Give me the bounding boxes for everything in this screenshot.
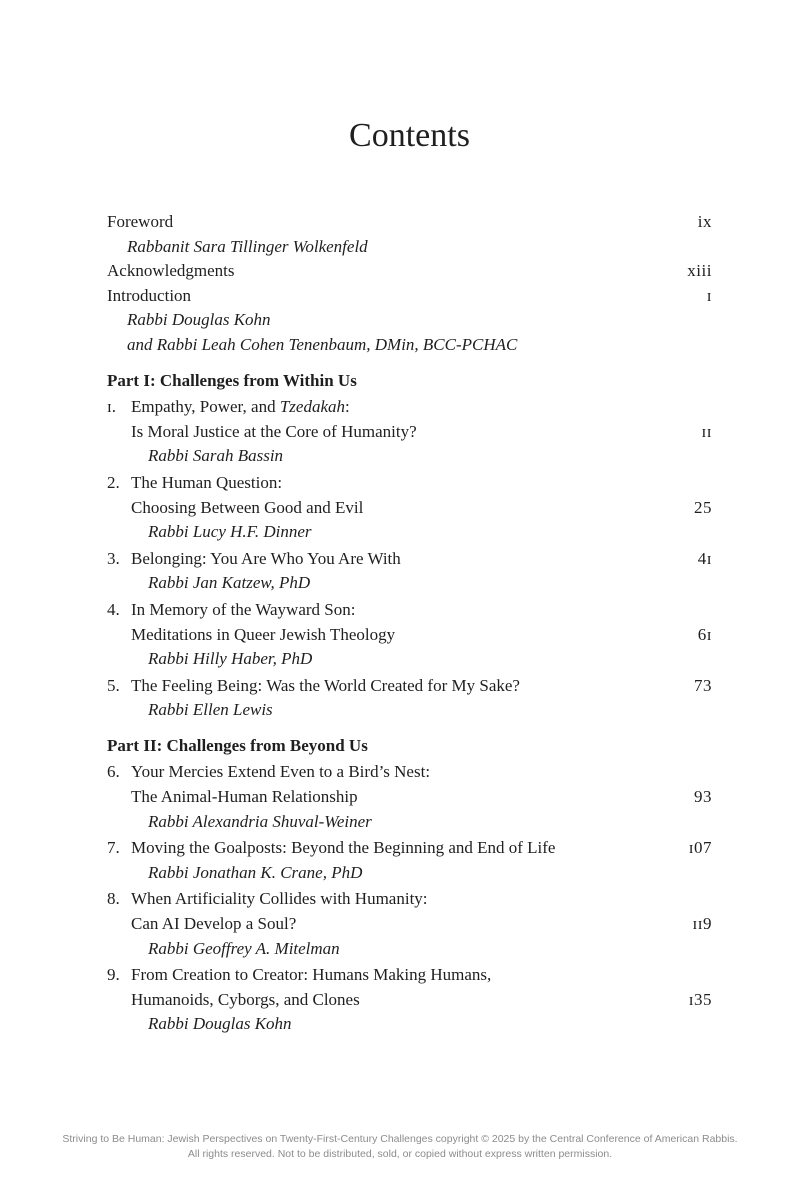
page-number: 93 [693,787,712,807]
line-text: Rabbi Douglas Kohn [127,310,271,330]
chapter-title-line [107,674,712,699]
page-number: ɪ [706,285,712,305]
page-number: ɪ35 [688,989,712,1009]
line-text: The Animal-Human Relationship [131,787,358,807]
line-text: From Creation to Creator: Humans Making Humans, [131,965,492,985]
chapter-number: 8. [107,889,120,909]
author-line [107,1012,712,1037]
line-text: Can AI Develop a Soul? [131,914,297,934]
line-text: Humanoids, Cyborgs, and Clones [131,989,360,1009]
chapter-title-line [107,963,712,988]
author-line [107,333,712,358]
line-text: In Memory of the Wayward Son: [131,599,356,619]
author-line [107,308,712,333]
chapter-title-line [107,471,712,496]
line-text: and Rabbi Leah Cohen Tenenbaum, DMin, BCC-PCHAC [127,334,518,354]
page-number: xiii [687,261,712,281]
page-number: ix [697,212,712,231]
line-text: Part II: Challenges from Beyond Us [107,735,368,755]
copyright-line-1: Striving to Be Human: Jewish Perspectives on Twenty-First-Century Challenges copyright © 2025 by the Central Conference of American Rabbis. [62,1133,738,1145]
chapter-number: 4. [107,599,120,619]
page-number: ɪɪ9 [692,914,712,934]
chapter-title-line [107,836,712,861]
part-heading [107,369,712,394]
line-text: Moving the Goalposts: Beyond the Beginning and End of Life [131,838,556,858]
line-text: Acknowledgments [107,261,235,281]
page-number: 25 [693,497,712,517]
chapter-title-continuation [107,785,712,810]
line-text: Is Moral Justice at the Core of Humanity? [131,421,417,441]
toc-lines [107,210,712,1037]
author-line [107,235,712,260]
chapter-number: 3. [107,548,120,568]
page-title: Contents [349,117,470,154]
chapter-number: 7. [107,838,120,858]
author-line [107,444,712,469]
line-text: Rabbi Hilly Haber, PhD [148,649,313,669]
copyright-line-2: All rights reserved. Not to be distributed, sold, or copied without express written permission. [187,1148,613,1160]
chapter-number: 6. [107,762,120,782]
author-line [107,647,712,672]
chapter-title-continuation [107,496,712,521]
line-text: Rabbi Geoffrey A. Mitelman [148,938,340,958]
toc-entry-line [107,210,712,235]
part-heading [107,734,712,759]
chapter-title-continuation [107,420,712,445]
chapter-title-continuation [107,912,712,937]
line-text: Rabbi Jan Katzew, PhD [148,573,311,593]
chapter-number: 2. [107,472,120,492]
line-text: Empathy, Power, and Tzedakah: [131,397,350,417]
page-number: ɪ07 [688,838,712,858]
line-text: Meditations in Queer Jewish Theology [131,624,396,644]
page-number: 73 [693,675,712,695]
author-line [107,937,712,962]
line-text: Introduction [107,285,192,305]
author-line [107,520,712,545]
page-number: 4ɪ [697,548,712,568]
chapter-title-line [107,598,712,623]
line-text: When Artificiality Collides with Humanity: [131,889,428,909]
line-text: The Human Question: [131,472,283,492]
line-text: Choosing Between Good and Evil [131,497,364,517]
line-text: Your Mercies Extend Even to a Bird’s Nest: [131,762,431,782]
line-text: Rabbi Ellen Lewis [148,700,273,720]
chapter-title-line [107,395,712,420]
author-line [107,698,712,723]
author-line [107,861,712,886]
copyright-footer [0,1132,800,1162]
chapter-title-line [107,887,712,912]
chapter-number: 9. [107,965,120,985]
line-text: Rabbi Jonathan K. Crane, PhD [148,862,363,882]
line-text: Rabbi Lucy H.F. Dinner [148,522,312,542]
page-number: ɪɪ [701,421,712,441]
line-text: Rabbi Sarah Bassin [148,446,284,466]
line-text: Part I: Challenges from Within Us [107,370,357,390]
line-text: Rabbanit Sara Tillinger Wolkenfeld [127,236,368,256]
toc-entry-line [107,259,712,284]
line-text: Foreword [107,212,174,231]
page-number: 6ɪ [697,624,712,644]
line-text: Belonging: You Are Who You Are With [131,548,401,568]
line-text: Rabbi Alexandria Shuval-Weiner [148,811,372,831]
line-text: Rabbi Douglas Kohn [148,1014,292,1034]
chapter-number: ɪ. [107,397,116,417]
chapter-title-continuation [107,988,712,1013]
chapter-title-continuation [107,623,712,648]
author-line [107,810,712,835]
chapter-title-line [107,547,712,572]
line-text: The Feeling Being: Was the World Created for My Sake? [131,675,520,695]
chapter-number: 5. [107,675,120,695]
toc-entry-line [107,284,712,309]
chapter-title-line [107,760,712,785]
author-line [107,571,712,596]
